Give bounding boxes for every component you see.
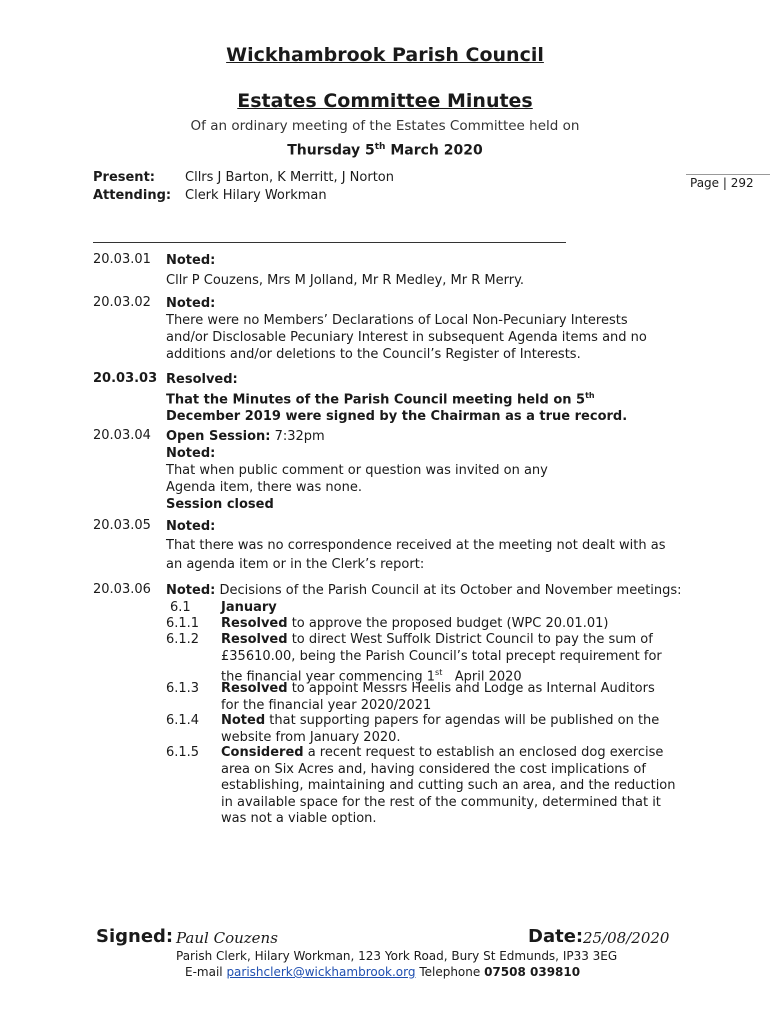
page-number: Page | 292 xyxy=(690,176,754,190)
item-text: Cllr P Couzens, Mrs M Jolland, Mr R Medley, Mr R Merry. xyxy=(166,273,525,288)
item-text: There were no Members’ Declarations of Local Non-Pecuniary Interests and/or Disclosable Pecuniary Interest in subsequent Agenda items and no additions and/or deletions to the Council’s Register of Interests. xyxy=(166,313,647,362)
item-heading: Noted: xyxy=(166,519,216,534)
subitem-text: Resolved to direct West Suffolk District Council to pay the sum of £35610.00, being the Parish Council’s total precept requirement for the financial year commencing 1st April 2020 xyxy=(221,632,662,685)
subitem-number: 6.1.2 xyxy=(166,632,200,647)
item-number: 20.03.02 xyxy=(93,295,151,310)
date-label: Date: xyxy=(528,926,584,947)
item-number: 20.03.04 xyxy=(93,428,151,443)
signed-label: Signed: xyxy=(96,926,174,947)
footer-address: Parish Clerk, Hilary Workman, 123 York Road, Bury St Edmunds, IP33 3EG xyxy=(176,949,618,963)
subitem-number: 6.1.4 xyxy=(166,713,200,728)
document-title: Estates Committee Minutes xyxy=(237,90,533,112)
item-heading: Resolved: xyxy=(166,372,238,387)
page-number-divider xyxy=(686,174,770,175)
subitem-text: Noted that supporting papers for agendas will be published on the website from January 2020. xyxy=(221,713,660,745)
item-body xyxy=(166,252,666,289)
item-heading: Noted: xyxy=(166,253,216,268)
email-link[interactable]: parishclerk@wickhambrook.org xyxy=(226,965,416,979)
attending-label: Attending: xyxy=(93,188,172,203)
item-text: That the Minutes of the Parish Council meeting held on 5th December 2019 were signed by the Chairman as a true record. xyxy=(166,391,628,425)
subitem-number: 6.1 xyxy=(170,600,191,615)
subitem-text: Resolved to appoint Messrs Heelis and Lodge as Internal Auditors for the financial year 2020/2021 xyxy=(221,681,655,713)
item-body xyxy=(166,371,666,425)
subitem-number: 6.1.1 xyxy=(166,616,200,631)
item-intro xyxy=(166,582,686,599)
subitem-text: Considered a recent request to establish an enclosed dog exercise area on Six Acres and, having considered the cost implications of establishing, maintaining and cutting such an area, and the reduction in available space for the rest of the community, determined that it was not a viable option. xyxy=(221,745,676,826)
footer-contact: E-mail parishclerk@wickhambrook.org Telephone 07508 039810 xyxy=(185,965,581,979)
signed-name: Paul Couzens xyxy=(176,929,278,947)
item-heading: Noted: xyxy=(166,583,216,598)
item-body xyxy=(166,428,596,513)
item-number: 20.03.03 xyxy=(93,371,158,386)
item-number: 20.03.01 xyxy=(93,252,151,267)
attending-value: Clerk Hilary Workman xyxy=(185,188,327,203)
item-number: 20.03.06 xyxy=(93,582,151,597)
document-subtitle: Of an ordinary meeting of the Estates Committee held on xyxy=(190,118,580,134)
present-value: Cllrs J Barton, K Merritt, J Norton xyxy=(185,170,394,185)
phone-number: 07508 039810 xyxy=(484,965,581,979)
item-body xyxy=(166,295,666,363)
section-divider xyxy=(93,242,566,243)
item-text: That there was no correspondence received at the meeting not dealt with as an agenda item or in the Clerk’s report: xyxy=(166,538,666,572)
subitem-heading: January xyxy=(221,600,277,615)
item-heading: Noted: xyxy=(166,296,216,311)
open-session-time: 7:32pm xyxy=(270,429,325,444)
item-body xyxy=(166,518,666,574)
item-subheading: Noted: xyxy=(166,446,216,461)
present-label: Present: xyxy=(93,170,155,185)
council-name: Wickhambrook Parish Council xyxy=(226,44,544,66)
subitem-text: Resolved to approve the proposed budget (WPC 20.01.01) xyxy=(221,616,609,631)
session-closed: Session closed xyxy=(166,497,274,512)
item-text: That when public comment or question was invited on any Agenda item, there was none. xyxy=(166,463,548,495)
item-number: 20.03.05 xyxy=(93,518,151,533)
subitem-number: 6.1.5 xyxy=(166,745,200,760)
signed-date: 25/08/2020 xyxy=(583,929,670,947)
item-heading: Open Session: xyxy=(166,429,271,444)
meeting-date: Thursday 5th March 2020 xyxy=(287,142,483,159)
item-text: Decisions of the Parish Council at its October and November meetings: xyxy=(219,583,682,598)
subitem-number: 6.1.3 xyxy=(166,681,200,696)
